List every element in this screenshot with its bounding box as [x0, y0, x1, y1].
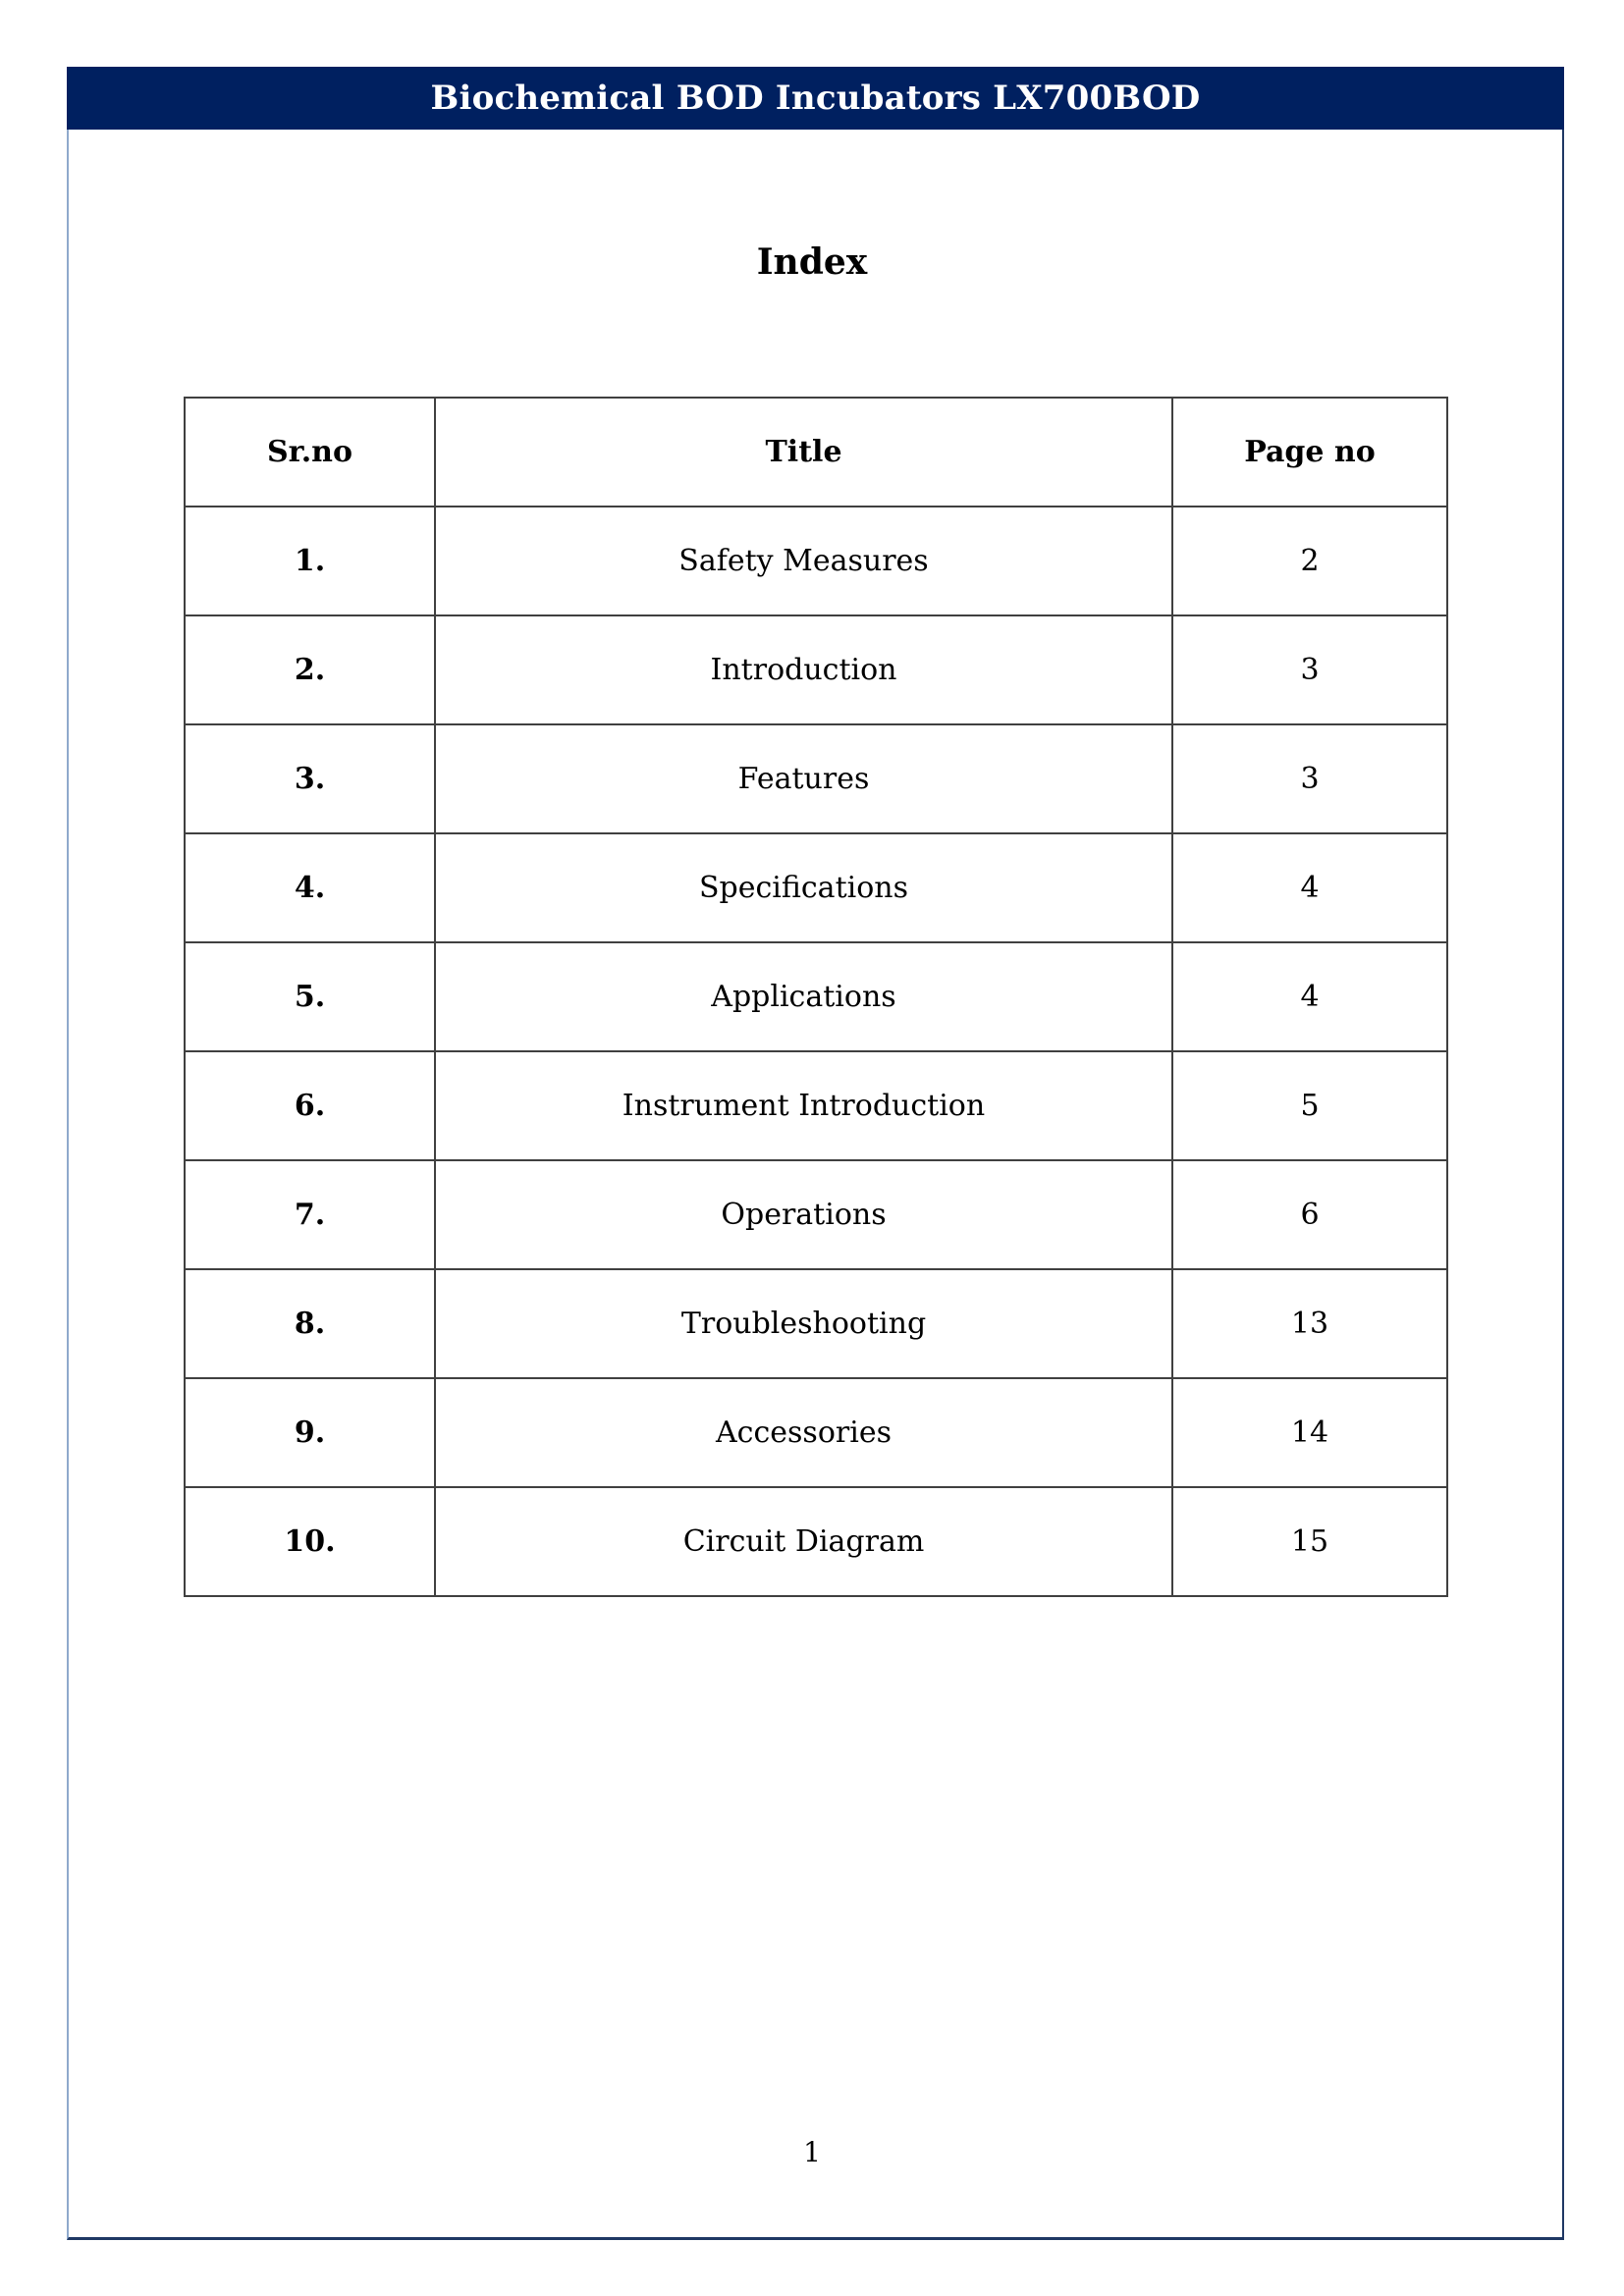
title-cell: Introduction	[435, 615, 1172, 724]
sr-no-cell: 3.	[185, 724, 435, 833]
page-no-cell: 3	[1172, 724, 1447, 833]
title-cell: Safety Measures	[435, 507, 1172, 615]
sr-no-cell: 5.	[185, 942, 435, 1051]
page-no-cell: 6	[1172, 1160, 1447, 1269]
table-row	[185, 1160, 1447, 1269]
table-row	[185, 1051, 1447, 1160]
table-row	[185, 1269, 1447, 1378]
title-cell: Circuit Diagram	[435, 1487, 1172, 1596]
sr-no-cell: 2.	[185, 615, 435, 724]
title-cell: Applications	[435, 942, 1172, 1051]
table-row	[185, 942, 1447, 1051]
column-header-title: Title	[435, 398, 1172, 507]
page-number: 1	[803, 2136, 821, 2168]
index-heading: Index	[756, 241, 868, 283]
sr-no-cell: 6.	[185, 1051, 435, 1160]
table-header-row	[185, 398, 1447, 507]
index-table	[184, 397, 1448, 1597]
page-no-cell: 14	[1172, 1378, 1447, 1487]
title-cell: Instrument Introduction	[435, 1051, 1172, 1160]
table-row	[185, 833, 1447, 942]
table-row	[185, 507, 1447, 615]
page-no-cell: 4	[1172, 942, 1447, 1051]
sr-no-cell: 10.	[185, 1487, 435, 1596]
header-bar	[67, 67, 1564, 130]
title-cell: Accessories	[435, 1378, 1172, 1487]
sr-no-cell: 4.	[185, 833, 435, 942]
page-no-cell: 4	[1172, 833, 1447, 942]
page-no-cell: 15	[1172, 1487, 1447, 1596]
title-cell: Features	[435, 724, 1172, 833]
page-no-cell: 13	[1172, 1269, 1447, 1378]
table-row	[185, 1487, 1447, 1596]
sr-no-cell: 9.	[185, 1378, 435, 1487]
sr-no-cell: 8.	[185, 1269, 435, 1378]
page-no-cell: 5	[1172, 1051, 1447, 1160]
title-cell: Troubleshooting	[435, 1269, 1172, 1378]
title-cell: Specifications	[435, 833, 1172, 942]
title-cell: Operations	[435, 1160, 1172, 1269]
table-row	[185, 615, 1447, 724]
column-header-sr-no: Sr.no	[185, 398, 435, 507]
sr-no-cell: 1.	[185, 507, 435, 615]
document-title: Biochemical BOD Incubators LX700BOD	[430, 79, 1201, 118]
page-no-cell: 2	[1172, 507, 1447, 615]
table-row	[185, 1378, 1447, 1487]
page-no-cell: 3	[1172, 615, 1447, 724]
column-header-page-no: Page no	[1172, 398, 1447, 507]
table-row	[185, 724, 1447, 833]
sr-no-cell: 7.	[185, 1160, 435, 1269]
